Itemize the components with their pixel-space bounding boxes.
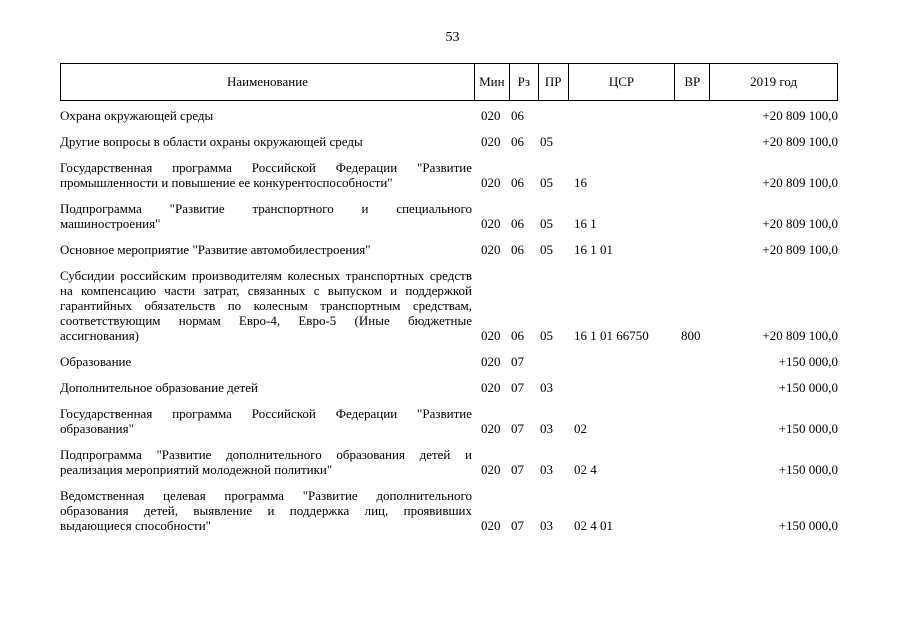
table-row [60,134,838,149]
header-min: Мин [475,64,510,100]
row-rz: 06 [511,328,524,343]
row-vr: 800 [681,328,701,343]
row-amount: +20 809 100,0 [762,175,838,190]
row-min: 020 [481,421,501,436]
row-pr: 05 [540,175,553,190]
row-csr: 02 4 [574,462,597,477]
row-name: Основное мероприятие "Развитие автомобилестроения" [60,242,371,257]
row-name: Субсидии российским производителям колесных транспортных средств на компенсацию части затрат, связанных с выпуском и поддержкой гарантийных обязательств по колесным транспортным средствам, соответствующим нормам Евро-4, Евро-5 (Иные бюджетные ассигнования) [60,268,472,343]
row-amount: +150 000,0 [778,421,838,436]
row-amount: +20 809 100,0 [762,328,838,343]
row-pr: 03 [540,421,553,436]
row-min: 020 [481,380,501,395]
table-row [60,354,838,369]
row-amount: +150 000,0 [778,462,838,477]
row-pr: 03 [540,518,553,533]
table-row [60,108,838,123]
row-amount: +20 809 100,0 [762,216,838,231]
table-row [60,488,838,533]
row-name: Государственная программа Российской Федерации "Развитие промышленности и повышение ее конкурентоспособности" [60,160,472,190]
header-csr: ЦСР [569,64,676,100]
row-rz: 07 [511,380,524,395]
row-min: 020 [481,242,501,257]
row-min: 020 [481,134,501,149]
page-number: 53 [445,30,460,45]
row-name: Ведомственная целевая программа "Развитие дополнительного образования детей, выявление и поддержка лиц, проявивших выдающиеся способности" [60,488,472,533]
row-csr: 16 1 01 [574,242,613,257]
table-row [60,406,838,436]
row-pr: 05 [540,216,553,231]
row-amount: +150 000,0 [778,380,838,395]
header-year: 2019 год [750,74,798,89]
row-rz: 06 [511,216,524,231]
row-min: 020 [481,328,501,343]
row-amount: +150 000,0 [778,518,838,533]
row-csr: 16 1 01 66750 [574,328,649,343]
row-rz: 06 [511,242,524,257]
row-amount: +20 809 100,0 [762,242,838,257]
row-rz: 07 [511,354,524,369]
table-body [60,108,838,544]
row-min: 020 [481,108,501,123]
row-pr: 03 [540,462,553,477]
table-row [60,268,838,343]
row-rz: 07 [511,518,524,533]
header-rz: Рз [510,64,539,100]
table-header [60,63,838,101]
row-rz: 06 [511,108,524,123]
row-name: Подпрограмма "Развитие дополнительного образования детей и реализация мероприятий молодежной политики" [60,447,472,477]
table-row [60,201,838,231]
row-csr: 16 1 [574,216,597,231]
table-row [60,380,838,395]
row-min: 020 [481,462,501,477]
row-name: Другие вопросы в области охраны окружающей среды [60,134,363,149]
table-row [60,242,838,257]
row-amount: +20 809 100,0 [762,134,838,149]
row-rz: 07 [511,462,524,477]
row-csr: 16 [574,175,587,190]
header-vr: ВР [675,64,710,100]
header-name: Наименование [61,64,475,100]
row-pr: 05 [540,328,553,343]
row-min: 020 [481,175,501,190]
header-pr: ПР [539,64,569,100]
row-amount: +20 809 100,0 [762,108,838,123]
row-min: 020 [481,518,501,533]
row-pr: 05 [540,242,553,257]
row-rz: 07 [511,421,524,436]
row-name: Подпрограмма "Развитие транспортного и специального машиностроения" [60,201,472,231]
row-name: Дополнительное образование детей [60,380,258,395]
row-pr: 05 [540,134,553,149]
row-name: Образование [60,354,132,369]
row-min: 020 [481,354,501,369]
row-amount: +150 000,0 [778,354,838,369]
table-row [60,447,838,477]
row-name: Государственная программа Российской Федерации "Развитие образования" [60,406,472,436]
row-rz: 06 [511,175,524,190]
row-csr: 02 [574,421,587,436]
row-csr: 02 4 01 [574,518,613,533]
row-rz: 06 [511,134,524,149]
table-row [60,160,838,190]
row-min: 020 [481,216,501,231]
row-pr: 03 [540,380,553,395]
row-name: Охрана окружающей среды [60,108,214,123]
